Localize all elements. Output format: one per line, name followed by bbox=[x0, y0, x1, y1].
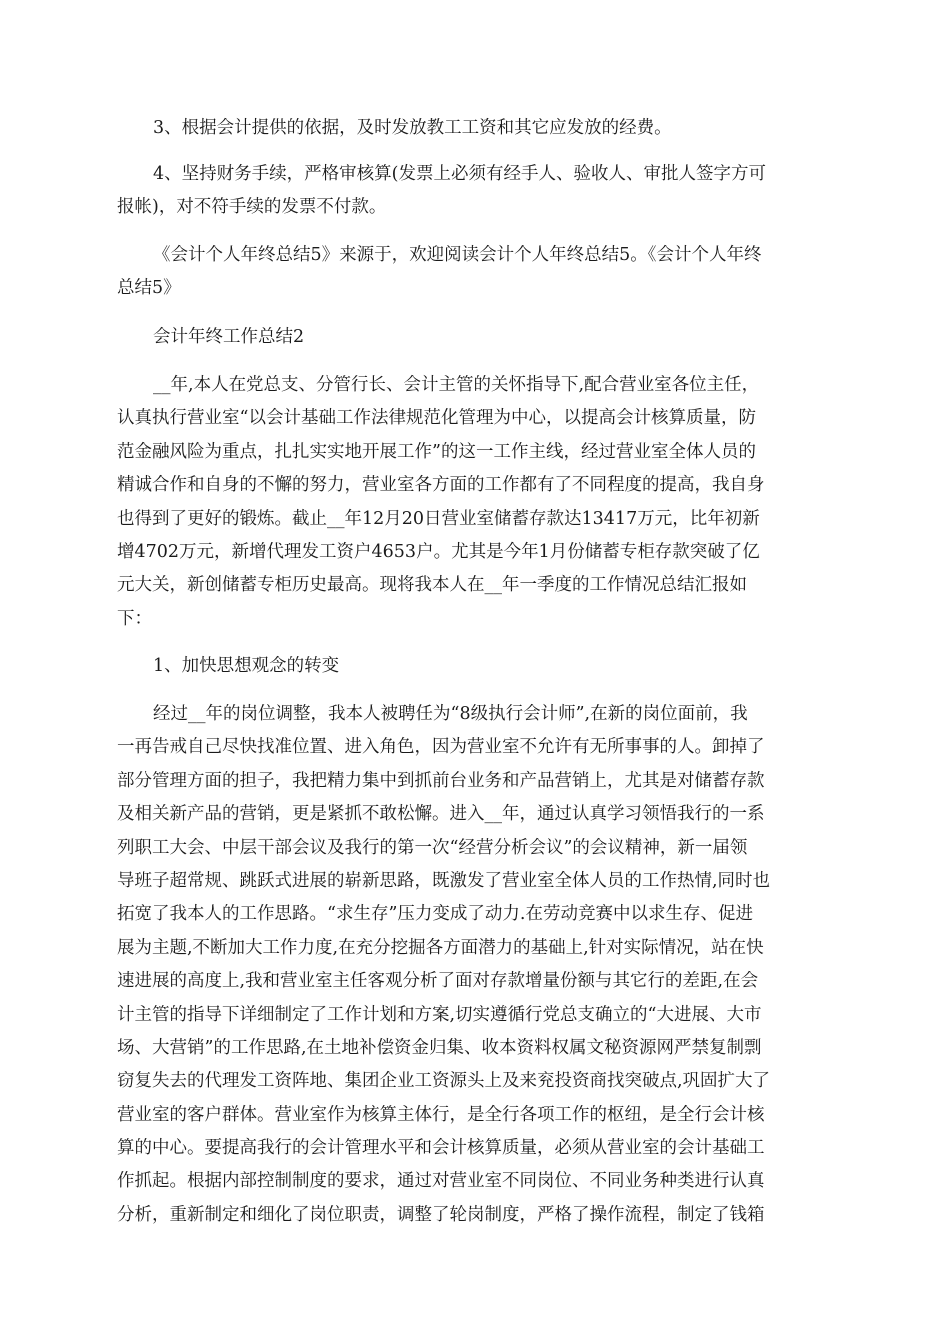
body-1-line-3: 部分管理方面的担子，我把精力集中到抓前台业务和产品营销上，尤其是对储蓄存款 bbox=[117, 770, 765, 791]
subheading-1 bbox=[117, 650, 835, 683]
intro-line-3: 范金融风险为重点，扎扎实实地开展工作”的这一工作主线，经过营业室全体人员的 bbox=[117, 441, 756, 462]
section-title bbox=[117, 321, 835, 354]
body-1-line-9: 速进展的高度上,我和营业室主任客观分析了面对存款增量份额与其它行的差距,在会 bbox=[117, 971, 759, 992]
source-note-paragraph bbox=[117, 239, 835, 306]
body-1-line-10: 计主管的指导下详细制定了工作计划和方案,切实遵循行党总支确立的“大进展、大市 bbox=[117, 1004, 762, 1025]
item-3-line-1: 3、根据会计提供的依据，及时发放教工工资和其它应发放的经费。 bbox=[153, 118, 672, 138]
source-note-line-2: 总结5》 bbox=[117, 278, 181, 299]
item-4-line-1: 4、坚持财务手续，严格审核算(发票上必须有经手人、验收人、审批人签字方可 bbox=[153, 164, 766, 184]
body-1-line-16: 分析，重新制定和细化了岗位职责，调整了轮岗制度，严格了操作流程，制定了钱箱 bbox=[117, 1204, 765, 1225]
item-3-paragraph bbox=[117, 112, 835, 145]
body-1-line-13: 营业室的客户群体。营业室作为核算主体行，是全行各项工作的枢纽，是全行会计核 bbox=[117, 1104, 765, 1125]
intro-paragraph bbox=[117, 369, 835, 636]
intro-line-6: 增4702万元，新增代理发工资户4653户。尤其是今年1月份储蓄专柜存款突破了亿 bbox=[117, 541, 760, 562]
intro-line-1: __年,本人在党总支、分管行长、会计主管的关怀指导下,配合营业室各位主任， bbox=[153, 375, 760, 395]
body-1-paragraph bbox=[117, 698, 835, 1232]
section-title-text: 会计年终工作总结2 bbox=[153, 327, 305, 347]
body-1-line-14: 算的中心。要提高我行的会计管理水平和会计核算质量，必须从营业室的会计基础工 bbox=[117, 1138, 765, 1159]
body-1-line-15: 作抓起。根据内部控制制度的要求，通过对营业室不同岗位、不同业务种类进行认真 bbox=[117, 1171, 765, 1192]
intro-line-2: 认真执行营业室“以会计基础工作法律规范化管理为中心，以提高会计核算质量，防 bbox=[117, 408, 756, 429]
body-1-line-5: 列职工大会、中层干部会议及我行的第一次“经营分析会议”的会议精神，新一届领 bbox=[117, 837, 748, 858]
intro-line-4: 精诚合作和自身的不懈的努力，营业室各方面的工作都有了不同程度的提高，我自身 bbox=[117, 475, 765, 496]
body-1-line-7: 拓宽了我本人的工作思路。“求生存”压力变成了动力.在劳动竞赛中以求生存、促进 bbox=[117, 904, 753, 925]
intro-line-7: 元大关，新创储蓄专柜历史最高。现将我本人在__年一季度的工作情况总结汇报如 bbox=[117, 575, 747, 596]
body-1-line-2: 一再告戒自己尽快找准位置、进入角色，因为营业室不允许有无所事事的人。卸掉了 bbox=[117, 737, 765, 758]
intro-line-8: 下： bbox=[117, 608, 152, 629]
body-1-line-12: 窃复失去的代理发工资阵地、集团企业工资源头上及来兖投资商找突破点,巩固扩大了 bbox=[117, 1071, 771, 1092]
item-4-paragraph bbox=[117, 158, 835, 225]
body-1-line-4: 及相关新产品的营销，更是紧抓不敢松懈。进入__年，通过认真学习领悟我行的一系 bbox=[117, 804, 765, 825]
body-1-line-8: 展为主题,不断加大工作力度,在充分挖掘各方面潜力的基础上,针对实际情况，站在快 bbox=[117, 937, 764, 958]
body-1-line-1: 经过__年的岗位调整，我本人被聘任为“8级执行会计师”,在新的岗位面前，我 bbox=[153, 704, 748, 724]
subheading-1-text: 1、加快思想观念的转变 bbox=[153, 656, 340, 676]
body-1-line-11: 场、大营销”的工作思路,在土地补偿资金归集、收本资料权属文秘资源网严禁复制剽 bbox=[117, 1037, 762, 1058]
intro-line-5: 也得到了更好的锻炼。截止__年12月20日营业室储蓄存款达13417万元，比年初新 bbox=[117, 508, 760, 529]
body-1-line-6: 导班子超常规、跳跃式进展的崭新思路，既激发了营业室全体人员的工作热情,同时也 bbox=[117, 870, 771, 891]
source-note-line-1: 《会计个人年终总结5》来源于，欢迎阅读会计个人年终总结5。《会计个人年终 bbox=[153, 245, 762, 265]
item-4-line-2: 报帐)，对不符手续的发票不付款。 bbox=[117, 197, 387, 218]
